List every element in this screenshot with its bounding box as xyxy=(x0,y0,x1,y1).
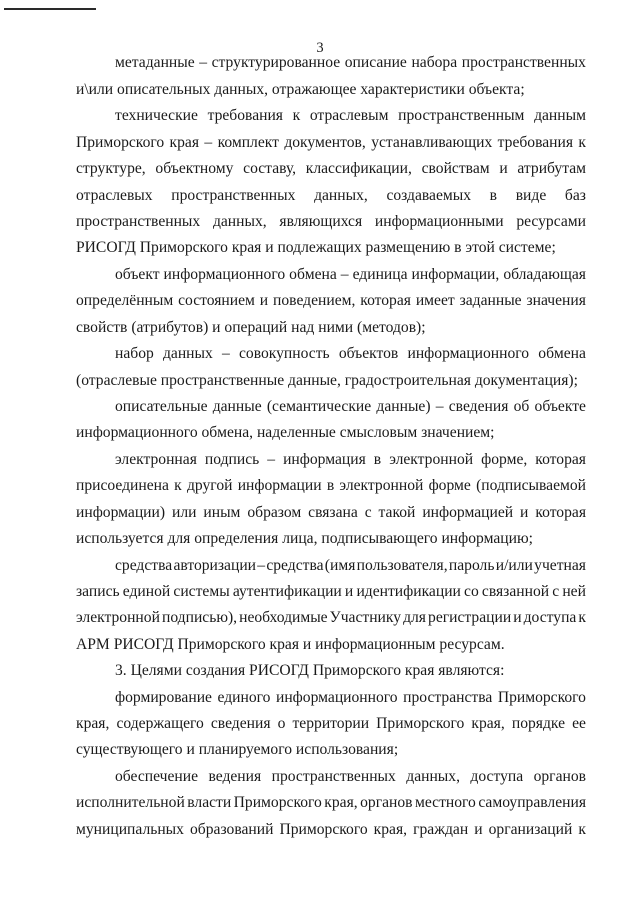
word: к xyxy=(578,821,586,838)
text-line xyxy=(76,291,586,311)
word: которая xyxy=(360,292,411,309)
word: необходимые xyxy=(239,609,328,626)
word: Приморского xyxy=(376,715,465,732)
word: пользователя, xyxy=(356,557,448,574)
word: пространственных xyxy=(171,187,296,204)
word: информацией xyxy=(422,504,514,521)
word: формирование xyxy=(115,689,212,706)
word: электронная xyxy=(115,451,197,468)
word: пространственных xyxy=(271,768,396,785)
word: создаваемых xyxy=(386,187,472,204)
word: – xyxy=(435,398,444,415)
word: к xyxy=(292,107,301,124)
word: и xyxy=(520,504,529,521)
word: – xyxy=(267,451,276,468)
word: регистрации xyxy=(428,609,512,626)
text-line: используется для определения лица, подписывающего информацию; xyxy=(76,530,533,547)
word: и xyxy=(513,609,522,626)
word: информационного xyxy=(407,345,530,362)
word: образом xyxy=(247,504,302,521)
word: доступа xyxy=(470,768,524,785)
text-line: АРМ РИСОГД Приморского края и информационным ресурсам. xyxy=(76,636,505,653)
word: такой xyxy=(378,504,416,521)
word: учетная xyxy=(534,557,586,574)
text-line: РИСОГД Приморского края и подлежащих размещению в этой системе; xyxy=(76,239,556,256)
word: требования xyxy=(207,107,283,124)
word: информация xyxy=(283,451,366,468)
word: к xyxy=(174,477,182,494)
word: организаций xyxy=(488,821,573,838)
word: составу, xyxy=(243,160,297,177)
word: определённым xyxy=(76,292,174,309)
text-line xyxy=(76,212,586,232)
word: иным xyxy=(203,504,241,521)
text-line xyxy=(76,582,586,602)
word: которая xyxy=(535,504,586,521)
word: отраслевым xyxy=(309,107,389,124)
word: структуре, xyxy=(76,160,146,177)
word: края, xyxy=(471,715,505,732)
text-line xyxy=(115,450,586,470)
word: имеет xyxy=(415,292,455,309)
word: данные) xyxy=(376,398,431,415)
text-line xyxy=(76,820,586,840)
word: Приморского xyxy=(76,134,165,151)
word: самоуправления xyxy=(478,794,586,811)
word: объект xyxy=(115,266,160,283)
word: Приморского xyxy=(233,794,322,811)
word: – xyxy=(222,345,230,362)
word: обладающая xyxy=(503,266,586,283)
word: и xyxy=(344,583,354,600)
word: авторизации xyxy=(173,557,257,574)
word: баз xyxy=(564,187,586,204)
word: информационного xyxy=(163,266,286,283)
word: обмена xyxy=(538,345,586,362)
word: набор xyxy=(115,345,154,362)
word: которая xyxy=(535,451,586,468)
word: в xyxy=(489,187,498,204)
word: в xyxy=(373,451,382,468)
word: Приморского xyxy=(497,689,586,706)
word: ведения xyxy=(208,768,262,785)
word: граждан xyxy=(413,821,469,838)
word: порядке xyxy=(511,715,565,732)
word: (подписываемой xyxy=(476,477,586,494)
word: запись xyxy=(76,583,120,600)
word: классификации, xyxy=(305,160,412,177)
word: данных, xyxy=(212,213,267,230)
word: поведением, xyxy=(273,292,356,309)
word: края, xyxy=(324,794,358,811)
word: со xyxy=(464,583,479,600)
word: другой xyxy=(186,477,233,494)
word: власти xyxy=(187,794,232,811)
text-line: 3. Целями создания РИСОГД Приморского края являются: xyxy=(115,662,505,679)
word: ней xyxy=(562,583,586,600)
word: и xyxy=(499,160,508,177)
word: метаданные xyxy=(115,54,195,71)
word: пространственным xyxy=(398,107,525,124)
word: электронной xyxy=(76,609,160,626)
word: информационного xyxy=(275,689,398,706)
text-line xyxy=(115,106,586,126)
word: с xyxy=(552,583,560,600)
text-line xyxy=(76,159,586,179)
page-number: 3 xyxy=(316,40,324,56)
word: описание xyxy=(344,54,407,71)
word: муниципальных xyxy=(76,821,184,838)
word: обеспечение xyxy=(115,768,199,785)
word: об xyxy=(513,398,530,415)
word: отраслевых xyxy=(76,187,153,204)
word: связана xyxy=(308,504,358,521)
word: информационными xyxy=(374,213,504,230)
word: пространства xyxy=(403,689,493,706)
text-line: и\или описательных данных, отражающее характеристики объекта; xyxy=(76,81,525,98)
word: содержащего xyxy=(116,715,204,732)
word: и/или xyxy=(495,557,533,574)
word: форме xyxy=(428,477,471,494)
word: системы xyxy=(173,583,230,600)
word: пространственных xyxy=(461,54,586,71)
word: ее xyxy=(572,715,586,732)
text-line xyxy=(115,397,586,417)
word: данные xyxy=(212,398,262,415)
word: доступа xyxy=(523,609,577,626)
word: информации) xyxy=(76,504,166,521)
word: информации, xyxy=(411,266,500,283)
word: являющихся xyxy=(279,213,363,230)
word: свойствам xyxy=(421,160,490,177)
word: структурированное xyxy=(211,54,341,71)
word: единой xyxy=(122,583,171,600)
word: в xyxy=(326,477,335,494)
word: объекте xyxy=(534,398,586,415)
text-line xyxy=(76,608,586,628)
word: электронной xyxy=(339,477,424,494)
text-line xyxy=(115,53,586,73)
word: исполнительной xyxy=(76,794,185,811)
text-line xyxy=(76,186,586,206)
word: единица xyxy=(352,266,408,283)
word: (семантические xyxy=(266,398,372,415)
word: ресурсами xyxy=(516,213,586,230)
word: с xyxy=(364,504,372,521)
word: требования xyxy=(497,134,574,151)
word: информации xyxy=(237,477,322,494)
word: и xyxy=(259,292,269,309)
word: края xyxy=(169,134,200,151)
word: аутентификации xyxy=(232,583,342,600)
word: – xyxy=(257,557,266,574)
text-line: информационного обмена, наделенные смысловым значением; xyxy=(76,424,495,441)
word: атрибутам xyxy=(517,160,586,177)
text-line: существующего и планируемого использования; xyxy=(76,741,399,758)
word: документов, xyxy=(284,134,366,151)
word: подписью), xyxy=(161,609,238,626)
word: набора xyxy=(411,54,458,71)
word: образований xyxy=(190,821,274,838)
word: или xyxy=(171,504,197,521)
word: органов xyxy=(360,794,413,811)
word: края, xyxy=(373,821,408,838)
word: обмена xyxy=(289,266,337,283)
word: форме, xyxy=(481,451,528,468)
text-line xyxy=(76,476,586,496)
word: заданные xyxy=(459,292,522,309)
word: комплект xyxy=(217,134,279,151)
word: объектному xyxy=(155,160,234,177)
text-line xyxy=(76,714,586,734)
word: средства xyxy=(266,557,324,574)
word: единого xyxy=(217,689,271,706)
word: пароль xyxy=(448,557,495,574)
word: Участнику xyxy=(329,609,402,626)
word: территории xyxy=(292,715,370,732)
word: сведения xyxy=(210,715,271,732)
word: устанавливающих xyxy=(371,134,493,151)
word: виде xyxy=(515,187,547,204)
word: края, xyxy=(76,715,110,732)
word: к xyxy=(578,609,586,626)
word: значения xyxy=(526,292,586,309)
word: органов xyxy=(533,768,586,785)
word: идентификации xyxy=(356,583,461,600)
text-line xyxy=(115,767,586,787)
word: – xyxy=(340,266,349,283)
word: описательные xyxy=(115,398,208,415)
text-line xyxy=(115,556,586,576)
word: присоединена xyxy=(76,477,169,494)
text-line: свойств (атрибутов) и операций над ними (методов); xyxy=(76,319,426,336)
word: для xyxy=(403,609,426,626)
text-line xyxy=(115,265,586,285)
word: местного xyxy=(414,794,476,811)
text-line xyxy=(76,133,586,153)
word: данных, xyxy=(314,187,368,204)
word: пространственных xyxy=(76,213,201,230)
word: совокупность xyxy=(238,345,330,362)
word: средства xyxy=(115,557,173,574)
word: Приморского xyxy=(279,821,368,838)
word: данных, xyxy=(406,768,460,785)
word: сведения xyxy=(448,398,509,415)
word: состоянием xyxy=(178,292,255,309)
word: объектов xyxy=(338,345,399,362)
text-line: (отраслевые пространственные данные, градостроительная документация); xyxy=(76,372,578,389)
word: и xyxy=(474,821,483,838)
word: – xyxy=(199,54,208,71)
word: данных xyxy=(162,345,213,362)
word: подпись xyxy=(204,451,260,468)
text-line xyxy=(115,344,586,364)
word: данным xyxy=(534,107,586,124)
word: (имя xyxy=(324,557,356,574)
word: связанной xyxy=(481,583,550,600)
text-line xyxy=(76,503,586,523)
word: к xyxy=(578,134,586,151)
word: – xyxy=(204,134,213,151)
word: электронной xyxy=(389,451,474,468)
word: технические xyxy=(115,107,198,124)
text-line xyxy=(115,688,586,708)
text-line xyxy=(76,793,586,813)
word: о xyxy=(277,715,286,732)
